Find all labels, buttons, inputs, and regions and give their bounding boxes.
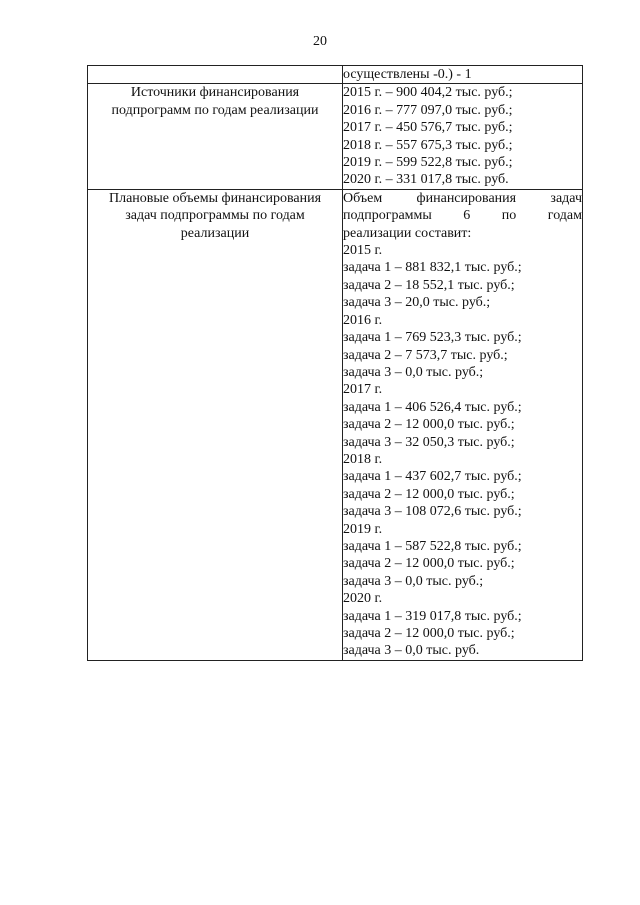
value-line: задача 3 – 20,0 тыс. руб.; bbox=[343, 295, 491, 311]
table-row bbox=[88, 189, 583, 660]
value-line: задача 1 – 319 017,8 тыс. руб.; bbox=[343, 608, 522, 624]
value-line: задача 3 – 108 072,6 тыс. руб.; bbox=[343, 504, 522, 520]
table-row bbox=[88, 66, 583, 84]
financing-table bbox=[87, 65, 583, 661]
value-intro-line: Объем финансирования задач bbox=[343, 190, 582, 206]
value-line: 2015 г. – 900 404,2 тыс. руб.; bbox=[343, 85, 513, 101]
page-number: 20 bbox=[313, 34, 327, 49]
value-line: задача 3 – 0,0 тыс. руб.; bbox=[343, 573, 484, 589]
row-value-cell bbox=[343, 84, 583, 189]
value-line: задача 3 – 0,0 тыс. руб. bbox=[343, 643, 480, 659]
label-line: подпрограмм по годам реализации bbox=[111, 102, 319, 118]
value-line: 2019 г. bbox=[343, 521, 383, 537]
value-line: задача 1 – 437 602,7 тыс. руб.; bbox=[343, 469, 522, 485]
value-line: задача 3 – 0,0 тыс. руб.; bbox=[343, 364, 484, 380]
value-line: 2019 г. – 599 522,8 тыс. руб.; bbox=[343, 155, 513, 171]
value-line: осуществлены -0.) - 1 bbox=[343, 67, 472, 82]
value-line: 2018 г. – 557 675,3 тыс. руб.; bbox=[343, 137, 513, 153]
value-line: задача 2 – 12 000,0 тыс. руб.; bbox=[343, 556, 515, 572]
table-row bbox=[88, 84, 583, 189]
value-line: задача 2 – 12 000,0 тыс. руб.; bbox=[343, 486, 515, 502]
value-line: 2018 г. bbox=[343, 451, 383, 467]
label-line: Плановые объемы финансирования bbox=[108, 190, 322, 206]
value-line: 2017 г. – 450 576,7 тыс. руб.; bbox=[343, 120, 513, 136]
value-line: задача 1 – 406 526,4 тыс. руб.; bbox=[343, 399, 522, 415]
label-line: реализации bbox=[180, 225, 250, 241]
value-line: 2016 г. – 777 097,0 тыс. руб.; bbox=[343, 102, 513, 118]
value-line: 2017 г. bbox=[343, 382, 383, 398]
value-intro-line: подпрограммы 6 по годам bbox=[343, 208, 582, 224]
row-label-cell bbox=[88, 66, 343, 84]
value-line: 2016 г. bbox=[343, 312, 383, 328]
value-line: реализации составит: bbox=[343, 225, 472, 241]
value-line: задача 1 – 587 522,8 тыс. руб.; bbox=[343, 538, 522, 554]
row-label-cell bbox=[88, 84, 343, 189]
value-line: задача 2 – 7 573,7 тыс. руб.; bbox=[343, 347, 508, 363]
value-line: 2020 г. bbox=[343, 591, 383, 607]
value-line: задача 1 – 881 832,1 тыс. руб.; bbox=[343, 260, 522, 276]
value-line: задача 2 – 12 000,0 тыс. руб.; bbox=[343, 417, 515, 433]
value-line: задача 3 – 32 050,3 тыс. руб.; bbox=[343, 434, 515, 450]
row-value-cell bbox=[343, 66, 583, 84]
value-line: 2020 г. – 331 017,8 тыс. руб. bbox=[343, 172, 509, 188]
value-line: 2015 г. bbox=[343, 243, 383, 259]
label-line: Источники финансирования bbox=[130, 85, 300, 101]
label-line: задач подпрограммы по годам bbox=[125, 208, 305, 224]
value-line: задача 1 – 769 523,3 тыс. руб.; bbox=[343, 330, 522, 346]
row-label-cell bbox=[88, 189, 343, 660]
row-value-cell bbox=[343, 189, 583, 660]
value-line: задача 2 – 12 000,0 тыс. руб.; bbox=[343, 626, 515, 641]
value-line: задача 2 – 18 552,1 тыс. руб.; bbox=[343, 277, 515, 293]
